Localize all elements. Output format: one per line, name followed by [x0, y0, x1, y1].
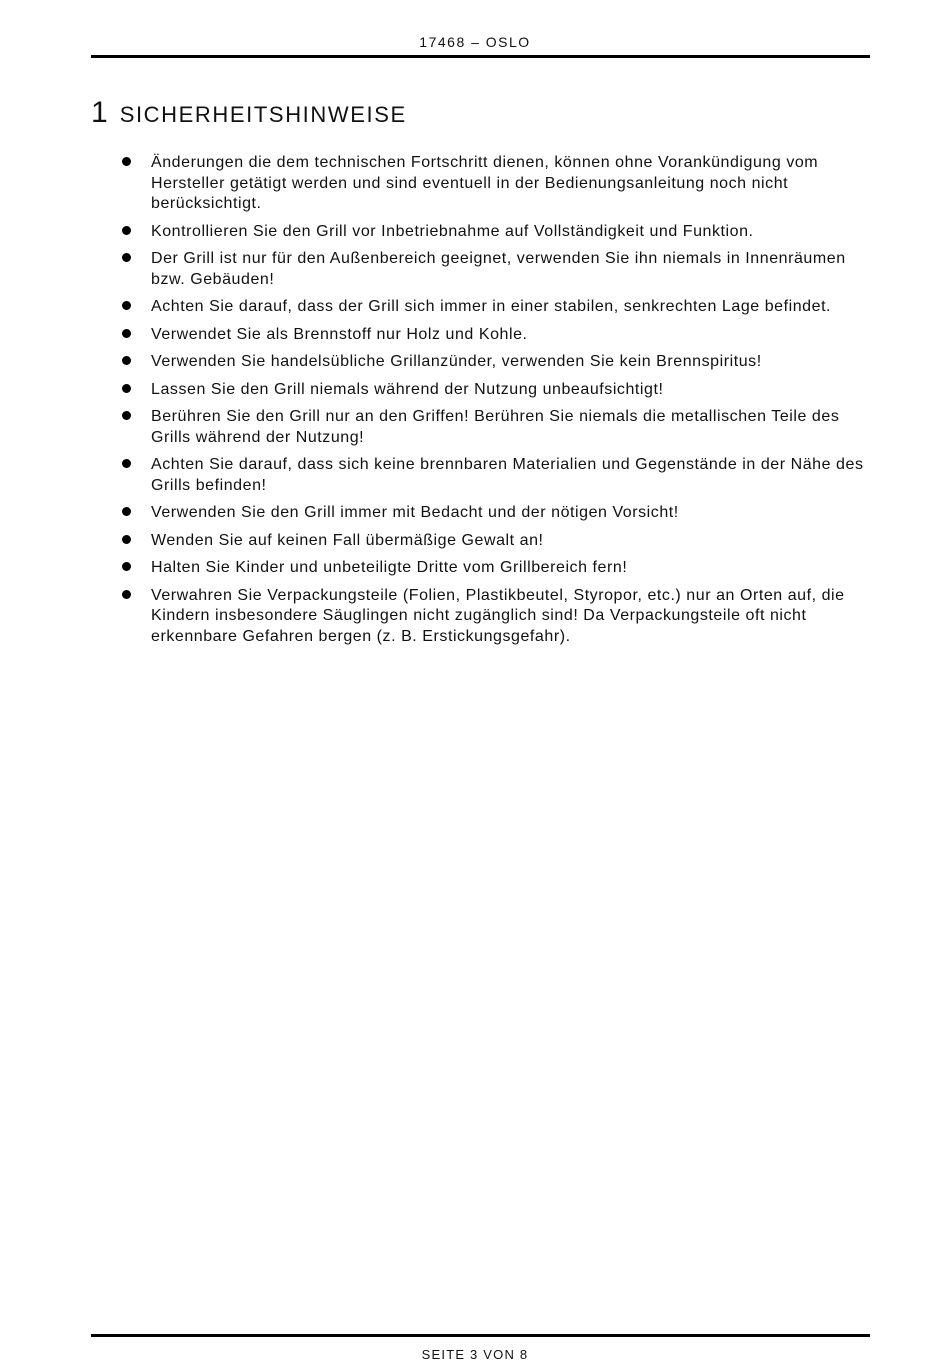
section-title: SICHERHEITSHINWEISE	[119, 102, 407, 127]
bullet-icon	[122, 301, 131, 310]
list-item-text: Achten Sie darauf, dass sich keine brennbaren Materialien und Gegenstände in der Nähe des Grills befinden!	[151, 456, 864, 494]
bullet-icon	[122, 384, 131, 393]
list-item-text: Verwahren Sie Verpackungsteile (Folien, Plastikbeutel, Styropor, etc.) nur an Orten auf, die Kindern insbesondere Säuglingen nicht zugänglich sind! Da Verpackungsteile oft nicht erkennbare Gefahren bergen (z. B. Erstickungsgefahr).	[151, 586, 845, 645]
list-item	[120, 380, 865, 401]
list-item	[120, 407, 865, 448]
list-item-text: Achten Sie darauf, dass der Grill sich immer in einer stabilen, senkrechten Lage befindet.	[151, 298, 832, 315]
list-item	[120, 153, 865, 215]
bullet-icon	[122, 329, 131, 338]
bullet-icon	[122, 562, 131, 571]
safety-notes-list	[120, 153, 865, 654]
bullet-icon	[122, 157, 131, 166]
list-item	[120, 325, 865, 346]
section-number: 1	[91, 96, 108, 129]
list-item	[120, 531, 865, 552]
list-item	[120, 503, 865, 524]
bullet-icon	[122, 253, 131, 262]
list-item	[120, 352, 865, 373]
section-heading	[91, 96, 407, 130]
list-item-text: Halten Sie Kinder und unbeteiligte Dritte vom Grillbereich fern!	[151, 559, 628, 576]
list-item	[120, 586, 865, 648]
bullet-icon	[122, 590, 131, 599]
header-rule	[91, 55, 870, 58]
list-item-text: Lassen Sie den Grill niemals während der Nutzung unbeaufsichtigt!	[151, 380, 664, 398]
list-item-text: Verwendet Sie als Brennstoff nur Holz und Kohle.	[151, 325, 528, 343]
bullet-icon	[122, 356, 131, 365]
bullet-icon	[122, 507, 131, 516]
list-item-text: Der Grill ist nur für den Außenbereich geeignet, verwenden Sie ihn niemals in Innenräumen bzw. Gebäuden!	[151, 250, 846, 288]
bullet-icon	[122, 459, 131, 468]
page-header: 17468 – OSLO	[419, 34, 531, 50]
list-item-text: Wenden Sie auf keinen Fall übermäßige Gewalt an!	[151, 531, 544, 549]
list-item-text: Änderungen die dem technischen Fortschritt dienen, können ohne Vorankündigung vom Hersteller getätigt werden und sind eventuell in der Bedienungsanleitung noch nicht berücksichtigt.	[151, 154, 819, 212]
footer-rule	[91, 1334, 870, 1337]
list-item-text: Kontrollieren Sie den Grill vor Inbetriebnahme auf Vollständigkeit und Funktion.	[151, 222, 754, 240]
list-item	[120, 297, 865, 318]
bullet-icon	[122, 226, 131, 235]
list-item	[120, 455, 865, 496]
list-item-text: Verwenden Sie den Grill immer mit Bedacht und der nötigen Vorsicht!	[151, 504, 679, 521]
list-item	[120, 222, 865, 243]
list-item-text: Verwenden Sie handelsübliche Grillanzünder, verwenden Sie kein Brennspiritus!	[151, 353, 762, 370]
bullet-icon	[122, 535, 131, 544]
bullet-icon	[122, 411, 131, 420]
page-number: SEITE 3 VON 8	[421, 1347, 529, 1362]
list-item-text: Berühren Sie den Grill nur an den Griffen! Berühren Sie niemals die metallischen Teile des Grills während der Nutzung!	[151, 408, 840, 446]
list-item	[120, 249, 865, 290]
list-item	[120, 558, 865, 579]
